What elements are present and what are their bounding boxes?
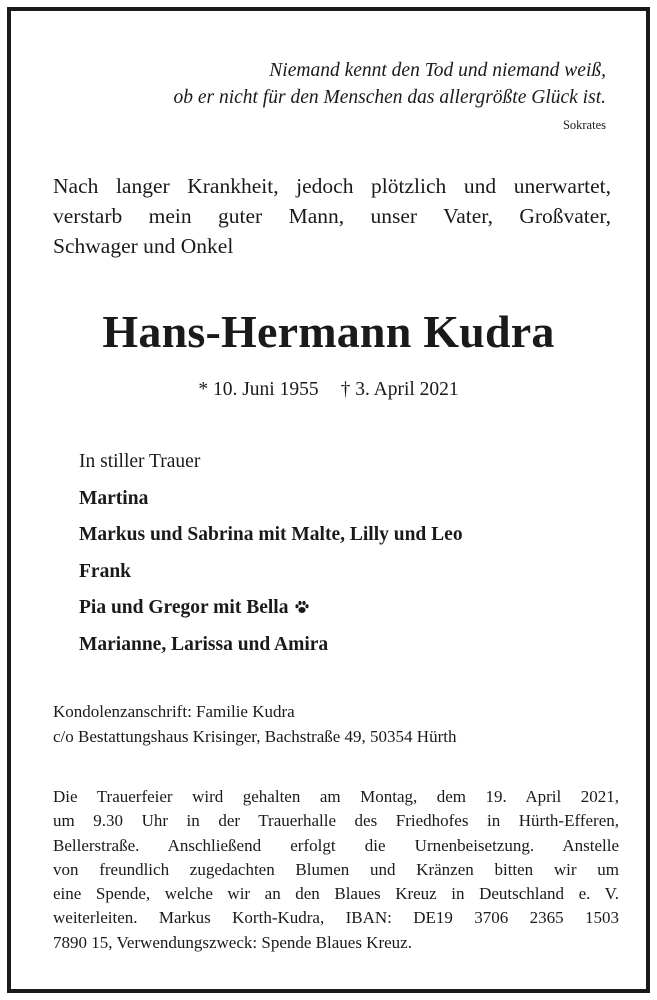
announcement-text: [53, 171, 611, 261]
condolence-address: [53, 699, 456, 749]
birth-date: * 10. Juni 1955: [198, 379, 319, 400]
mourner-entry: Frank: [79, 560, 132, 582]
service-line: um 9.30 Uhr in der Trauerhalle des Friedhofes in Hürth-Efferen,: [53, 811, 619, 831]
quote-line: ob er nicht für den Menschen das allergrößte Glück ist.: [173, 87, 606, 108]
service-line: Die Trauerfeier wird gehalten am Montag, dem 19. April 2021,: [53, 787, 619, 806]
epigraph-quote: [173, 57, 606, 111]
service-line: eine Spende, welche wir an den Blaues Kreuz in Deutschland e. V.: [53, 884, 619, 904]
mourners-list: [79, 447, 463, 666]
death-date: † 3. April 2021: [340, 379, 459, 400]
quote-source: Sokrates: [562, 118, 606, 132]
funeral-service-info: [53, 785, 619, 955]
mourner-entry: Martina: [79, 487, 149, 509]
mourner-entry: Markus und Sabrina mit Malte, Lilly und Leo: [79, 524, 463, 545]
service-line: weiterleiten. Markus Korth-Kudra, IBAN: DE19 3706 2365 1503: [53, 908, 619, 928]
mourner-entry: Pia und Gregor mit Bella: [79, 597, 289, 618]
deceased-name: Hans-Hermann Kudra: [102, 306, 555, 357]
mourners-heading: In stiller Trauer: [79, 451, 201, 472]
service-line: Bellerstraße. Anschließend erfolgt die Urnenbeisetzung. Anstelle: [53, 835, 619, 855]
announcement-line: Nach langer Krankheit, jedoch plötzlich und unerwartet,: [53, 174, 611, 198]
quote-line: Niemand kennt den Tod und niemand weiß,: [269, 60, 606, 81]
service-line: 7890 15, Verwendungszweck: Spende Blaues Kreuz.: [53, 932, 412, 952]
address-line: c/o Bestattungshaus Krisinger, Bachstraße 49, 50354 Hürth: [53, 727, 457, 746]
life-dates: [11, 379, 646, 401]
mourner-entry-with-pet: [79, 593, 463, 630]
obituary-notice: [7, 7, 650, 993]
announcement-line: verstarb mein guter Mann, unser Vater, Großvater,: [53, 204, 611, 228]
paw-icon: [294, 600, 310, 614]
announcement-line: Schwager und Onkel: [53, 234, 234, 258]
address-line: Kondolenzanschrift: Familie Kudra: [53, 702, 295, 721]
mourner-entry: Marianne, Larissa und Amira: [79, 633, 329, 655]
service-line: von freundlich zugedachten Blumen und Kränzen bitten wir um: [53, 859, 619, 879]
